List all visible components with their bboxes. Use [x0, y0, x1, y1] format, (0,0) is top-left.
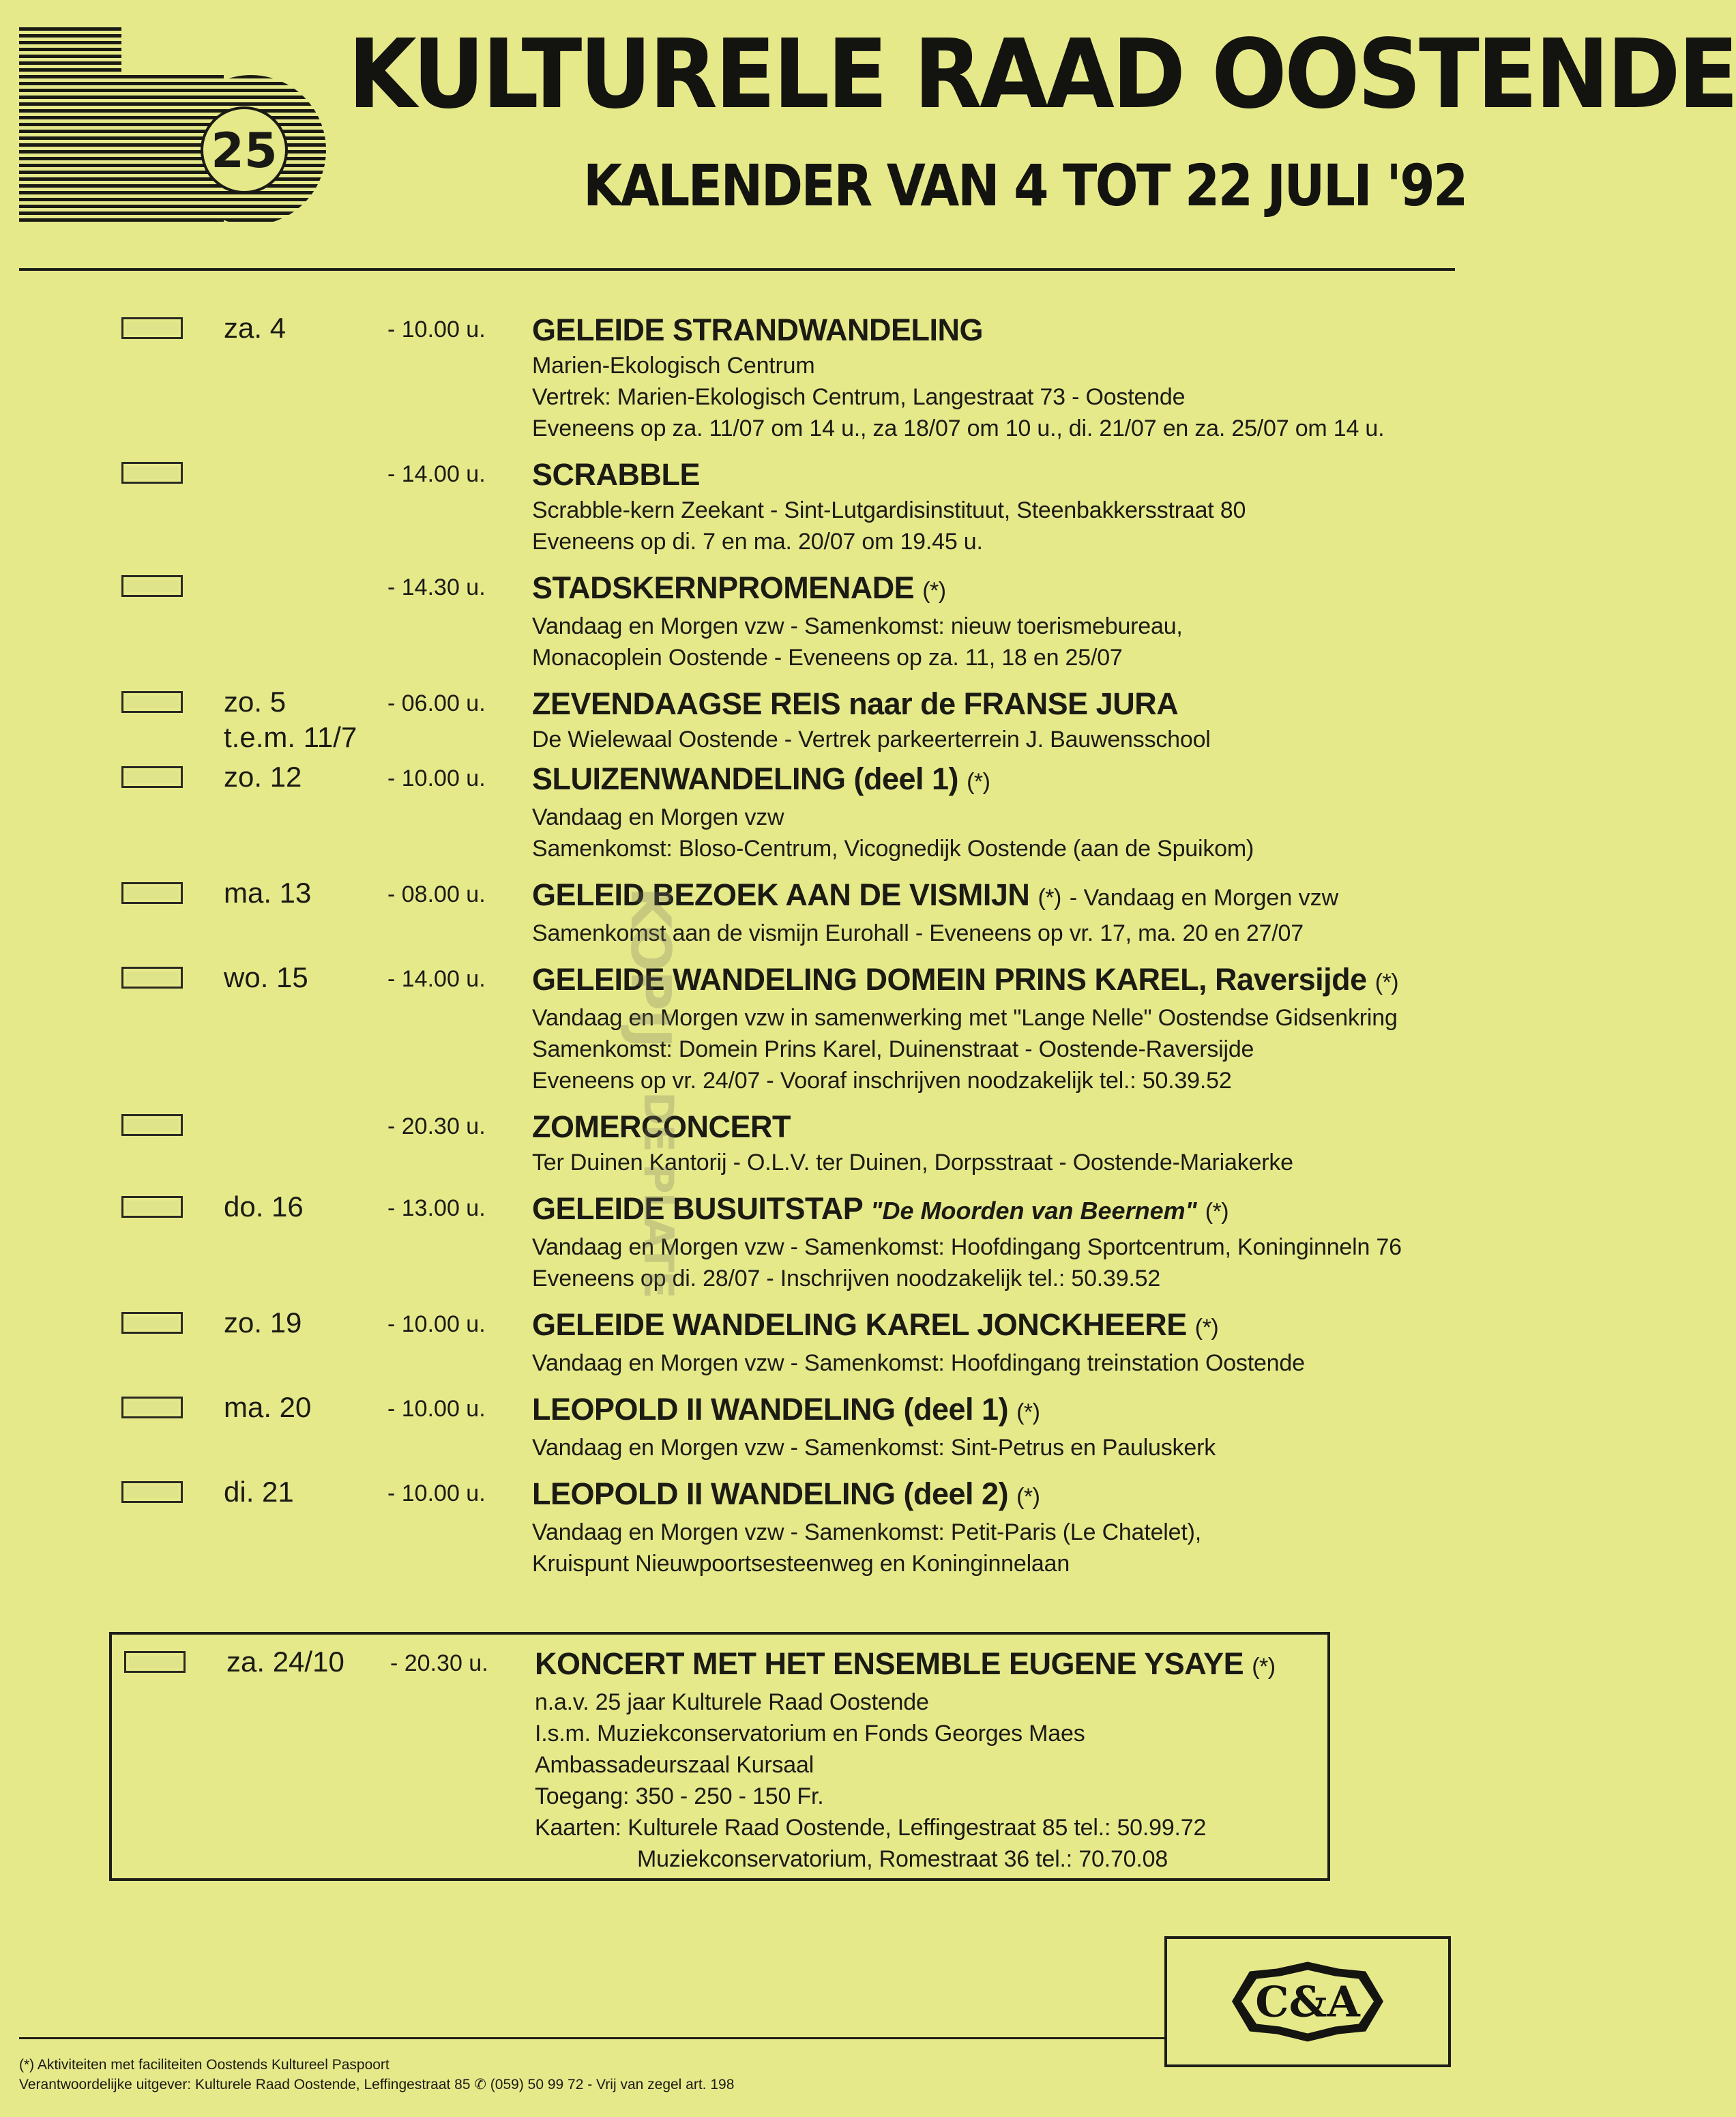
- event-day-line: wo. 15: [224, 961, 308, 993]
- event-detail-line: Samenkomst aan de vismijn Eurohall - Eveneens op vr. 17, ma. 20 en 27/07: [532, 920, 1304, 946]
- paspoort-asterisk: (*): [1194, 1315, 1219, 1341]
- event-content: [532, 568, 1467, 673]
- event-title-text: STADSKERNPROMENADE: [532, 570, 915, 605]
- event-detail-line: Vandaag en Morgen vzw in samenwerking met "Lange Nelle" Oostendse Gidsenkring: [532, 1005, 1398, 1031]
- paspoort-asterisk: (*): [1038, 885, 1061, 911]
- event-detail-line: Marien-Ekologisch Centrum: [532, 353, 815, 379]
- paspoort-asterisk: (*): [1252, 1654, 1276, 1680]
- event-detail-line: Samenkomst: Domein Prins Karel, Duinenstraat - Oostende-Raversijde: [532, 1036, 1254, 1062]
- event-detail-line: Vandaag en Morgen vzw - Samenkomst: nieuw toerismebureau,: [532, 613, 1183, 639]
- event-day-line: t.e.m. 11/7: [224, 721, 357, 753]
- event-title: [532, 1305, 1467, 1347]
- event-detail-line: Vandaag en Morgen vzw: [532, 804, 784, 830]
- paspoort-asterisk: (*): [1205, 1199, 1229, 1225]
- footnote-paspoort: (*) Aktiviteiten met faciliteiten Oostends Kultureel Paspoort: [19, 2057, 389, 2073]
- event-row: [0, 1107, 1486, 1178]
- event-detail-line: Samenkomst: Bloso-Centrum, Vicognedijk Oostende (aan de Spuikom): [532, 836, 1254, 862]
- event-day-line: za. 4: [224, 312, 286, 344]
- watermark-line-1: KOPIJ: [619, 887, 682, 1047]
- event-detail-line: Eveneens op za. 11/07 om 14 u., za 18/07 om 10 u., di. 21/07 en za. 25/07 om 14 u.: [532, 415, 1385, 441]
- checkbox-icon: [121, 967, 183, 989]
- event-day: [224, 875, 394, 911]
- event-title-text: LEOPOLD II WANDELING (deel 2): [532, 1476, 1009, 1511]
- event-title-text: SLUIZENWANDELING (deel 1): [532, 761, 959, 796]
- event-time: - 20.30 u.: [390, 1650, 488, 1676]
- event-title-text: GELEIDE WANDELING KAREL JONCKHEERE: [532, 1307, 1187, 1342]
- event-title: [532, 684, 1467, 724]
- header: [0, 0, 1736, 273]
- org-name: KULTURELE RAAD OOSTENDE: [348, 19, 1736, 130]
- sponsor-box: [1164, 1936, 1451, 2067]
- event-content: [532, 1305, 1467, 1379]
- event-detail-line: n.a.v. 25 jaar Kulturele Raad Oostende: [535, 1689, 929, 1715]
- event-title-text: GELEID BEZOEK AAN DE VISMIJN: [532, 877, 1030, 912]
- event-title: [532, 1390, 1467, 1432]
- checkbox-icon: [121, 766, 183, 788]
- event-detail-line: Monacoplein Oostende - Eveneens op za. 11, 18 en 25/07: [532, 645, 1123, 671]
- kro-logo: [19, 27, 326, 225]
- event-detail-line: Scrabble-kern Zeekant - Sint-Lutgardisinstituut, Steenbakkersstraat 80: [532, 497, 1246, 523]
- event-day-line: zo. 12: [224, 761, 302, 793]
- event-row: [3, 1644, 1489, 1875]
- event-title-text: KONCERT MET HET ENSEMBLE EUGENE YSAYE: [535, 1646, 1244, 1681]
- event-title: [532, 1474, 1467, 1517]
- event-title-text: ZEVENDAAGSE REIS naar de FRANSE JURA: [532, 686, 1179, 721]
- event-title-text: GELEIDE STRANDWANDELING: [532, 312, 984, 347]
- event-detail-line: Kaarten: Kulturele Raad Oostende, Leffingestraat 85 tel.: 50.99.72: [535, 1815, 1207, 1841]
- event-title: [532, 759, 1467, 802]
- checkbox-icon: [124, 1651, 186, 1673]
- event-day: [224, 1305, 394, 1341]
- paspoort-asterisk: (*): [922, 578, 946, 604]
- event-time: - 10.00 u.: [387, 1311, 486, 1337]
- event-day-line: zo. 5: [224, 686, 286, 718]
- event-title-text: GELEIDE BUSUITSTAP: [532, 1191, 863, 1226]
- event-time: - 10.00 u.: [387, 1396, 486, 1422]
- event-day: [226, 1644, 397, 1680]
- event-detail-line: Vandaag en Morgen vzw - Samenkomst: Petit-Paris (Le Chatelet),: [532, 1519, 1201, 1545]
- event-detail-line: Kruispunt Nieuwpoortsesteenweg en Koninginnelaan: [532, 1551, 1070, 1577]
- event-time: - 14.30 u.: [387, 574, 486, 600]
- event-title-italic: "De Moorden van Beernem": [870, 1197, 1197, 1225]
- event-content: [535, 1644, 1469, 1875]
- watermark-line-2: DE PLATE: [634, 1092, 682, 1298]
- checkbox-icon: [121, 1196, 183, 1218]
- event-list: [0, 310, 1486, 1579]
- event-time: - 08.00 u.: [387, 881, 486, 907]
- event-row: [0, 875, 1486, 949]
- event-title-text: GELEIDE WANDELING DOMEIN PRINS KAREL, Raversijde: [532, 962, 1367, 997]
- event-day: [224, 310, 394, 346]
- event-row: [0, 455, 1486, 557]
- event-detail-line: Eveneens op di. 7 en ma. 20/07 om 19.45 u.: [532, 529, 983, 555]
- paspoort-asterisk: (*): [967, 769, 990, 795]
- event-row: [0, 684, 1486, 755]
- event-time: - 14.00 u.: [387, 461, 486, 487]
- event-detail-line: Vandaag en Morgen vzw - Samenkomst: Hoofdingang treinstation Oostende: [532, 1350, 1305, 1376]
- event-day-line: ma. 20: [224, 1391, 312, 1423]
- event-detail-line: Muziekconservatorium, Romestraat 36 tel.: 70.70.08: [637, 1846, 1168, 1872]
- checkbox-icon: [121, 575, 183, 597]
- header-divider: [19, 268, 1455, 271]
- event-title-extra: - Vandaag en Morgen vzw: [1069, 885, 1339, 911]
- logo-number: 25: [211, 123, 278, 179]
- event-title: [535, 1644, 1469, 1687]
- special-event-inner: [3, 1644, 1489, 1875]
- event-time: - 10.00 u.: [387, 1480, 486, 1506]
- event-detail-line: De Wielewaal Oostende - Vertrek parkeerterrein J. Bauwensschool: [532, 727, 1211, 753]
- event-day: [224, 759, 394, 795]
- event-day: [224, 684, 394, 755]
- event-time: - 10.00 u.: [387, 317, 486, 342]
- event-day: [224, 960, 394, 995]
- event-row: [0, 310, 1486, 444]
- ca-logo-text: C&A: [1255, 1976, 1360, 2027]
- event-day-line: ma. 13: [224, 877, 312, 909]
- paspoort-asterisk: (*): [1374, 969, 1399, 995]
- event-content: [532, 310, 1467, 444]
- event-time: - 10.00 u.: [387, 765, 486, 791]
- event-title: [532, 310, 1467, 350]
- checkbox-icon: [121, 1397, 183, 1418]
- event-row: [0, 960, 1486, 1096]
- event-title-text: LEOPOLD II WANDELING (deel 1): [532, 1392, 1009, 1427]
- event-content: [532, 759, 1467, 864]
- event-row: [0, 759, 1486, 864]
- event-day-line: di. 21: [224, 1476, 294, 1508]
- event-content: [532, 684, 1467, 755]
- event-title: [532, 455, 1467, 495]
- event-detail-line: Vertrek: Marien-Ekologisch Centrum, Langestraat 73 - Oostende: [532, 384, 1186, 410]
- checkbox-icon: [121, 1312, 183, 1334]
- checkbox-icon: [121, 1114, 183, 1136]
- event-row: [0, 568, 1486, 673]
- event-detail-line: Eveneens op di. 28/07 - Inschrijven noodzakelijk tel.: 50.39.52: [532, 1266, 1161, 1291]
- special-event-box: [109, 1632, 1330, 1881]
- footer-divider: [19, 2037, 1165, 2039]
- ca-logo: [1229, 1959, 1386, 2045]
- event-title: [532, 568, 1467, 611]
- checkbox-icon: [121, 882, 183, 904]
- event-day-line: do. 16: [224, 1191, 304, 1223]
- event-title-text: ZOMERCONCERT: [532, 1109, 791, 1144]
- event-detail-line: Ter Duinen Kantorij - O.L.V. ter Duinen, Dorpsstraat - Oostende-Mariakerke: [532, 1150, 1293, 1176]
- checkbox-icon: [121, 1481, 183, 1503]
- event-time: - 14.00 u.: [387, 966, 486, 992]
- checkbox-icon: [121, 691, 183, 713]
- checkbox-icon: [121, 462, 183, 484]
- event-day-line: za. 24/10: [226, 1646, 344, 1678]
- event-detail-line: Vandaag en Morgen vzw - Samenkomst: Hoofdingang Sportcentrum, Koninginneln 76: [532, 1234, 1402, 1260]
- event-time: - 20.30 u.: [387, 1113, 486, 1139]
- event-detail-line: I.s.m. Muziekconservatorium en Fonds Georges Maes: [535, 1721, 1085, 1747]
- event-detail-line: Ambassadeurszaal Kursaal: [535, 1752, 814, 1778]
- event-day: [224, 1474, 394, 1510]
- event-row: [0, 1189, 1486, 1294]
- footnote-publisher: Verantwoordelijke uitgever: Kulturele Raad Oostende, Leffingestraat 85 ✆ (059) 50 99 72 - Vrij van zegel art. 198: [19, 2077, 735, 2092]
- event-row: [0, 1474, 1486, 1579]
- event-row: [0, 1390, 1486, 1463]
- event-detail-line: Toegang: 350 - 250 - 150 Fr.: [535, 1783, 824, 1809]
- event-content: [532, 1474, 1467, 1579]
- event-detail-line: Vandaag en Morgen vzw - Samenkomst: Sint-Petrus en Pauluskerk: [532, 1435, 1216, 1461]
- event-content: [532, 455, 1467, 557]
- calendar-subtitle: KALENDER VAN 4 TOT 22 JULI '92: [583, 152, 1467, 219]
- event-day: [224, 1189, 394, 1225]
- event-title-text: SCRABBLE: [532, 457, 701, 492]
- event-day-line: zo. 19: [224, 1306, 302, 1339]
- event-time: - 13.00 u.: [387, 1195, 486, 1221]
- event-content: [532, 1390, 1467, 1463]
- event-detail-line: Eveneens op vr. 24/07 - Vooraf inschrijven noodzakelijk tel.: 50.39.52: [532, 1068, 1232, 1094]
- event-row: [0, 1305, 1486, 1379]
- event-time: - 06.00 u.: [387, 690, 486, 716]
- event-day: [224, 1390, 394, 1425]
- checkbox-icon: [121, 317, 183, 339]
- paspoort-asterisk: (*): [1016, 1399, 1040, 1425]
- paspoort-asterisk: (*): [1016, 1484, 1040, 1510]
